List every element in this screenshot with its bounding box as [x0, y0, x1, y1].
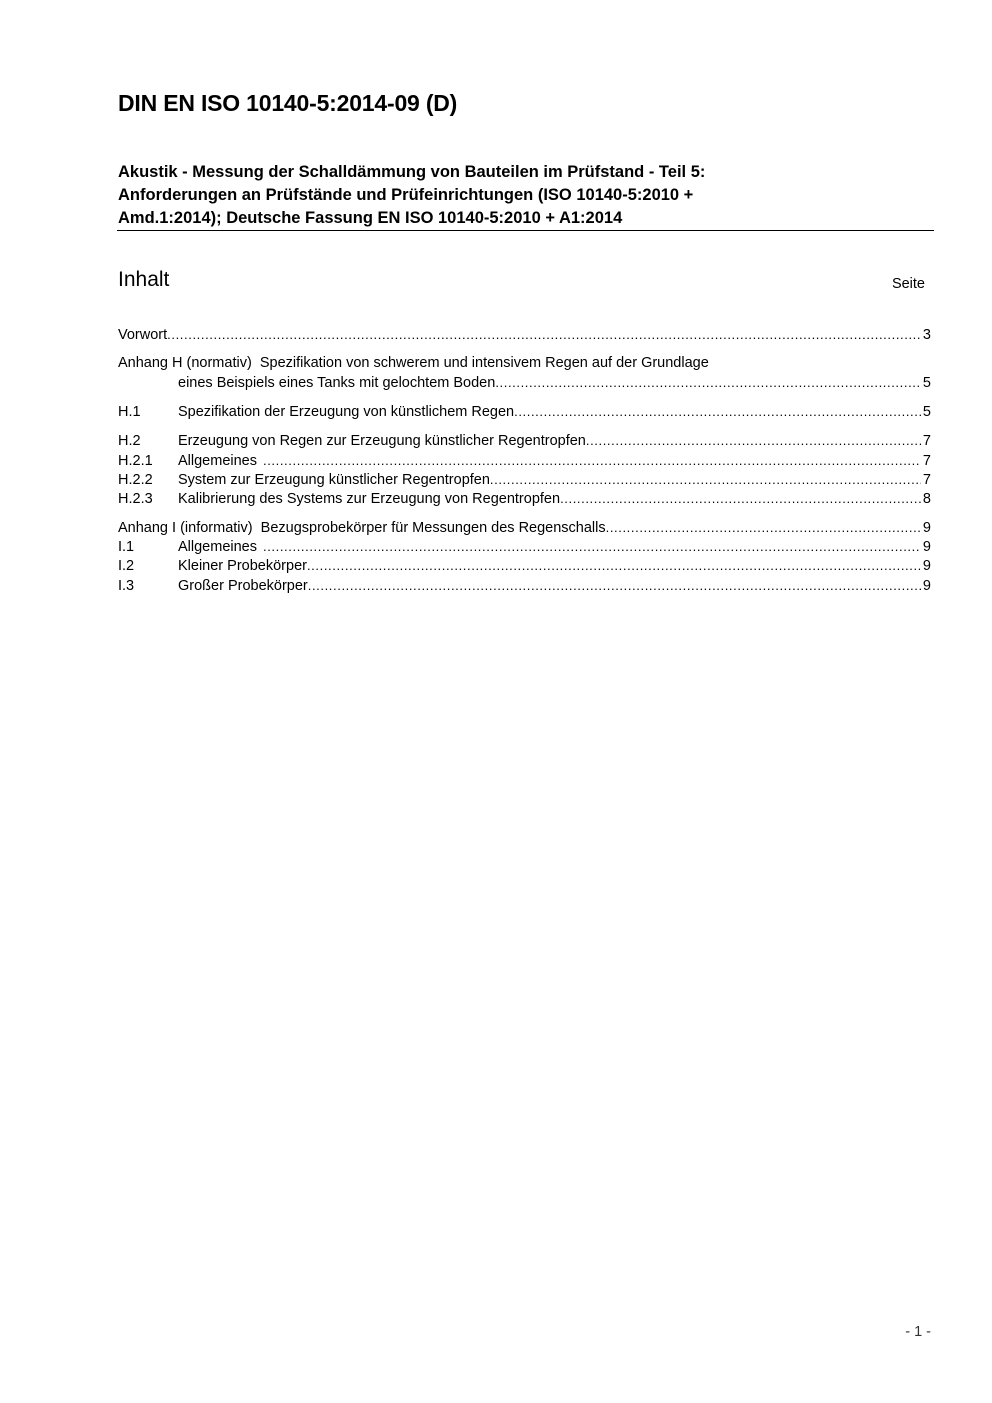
toc-entry-anhang-h-continued[interactable]	[118, 373, 931, 392]
toc-entry-text: Großer Probekörper	[178, 578, 308, 594]
toc-entry-page: 9	[922, 520, 931, 536]
toc-entry-page: 7	[922, 472, 931, 488]
toc-entry-number: H.2.1	[118, 453, 153, 469]
toc-leader	[307, 556, 921, 575]
title-divider	[117, 230, 934, 231]
toc-entry-page: 9	[922, 558, 931, 574]
toc-leader	[263, 537, 921, 556]
toc-entry-text: eines Beispiels eines Tanks mit gelochtem Boden	[178, 375, 496, 391]
toc-entry-text: Vorwort	[118, 327, 168, 343]
toc-entry-page: 7	[922, 433, 931, 449]
toc-entry-h2-3[interactable]	[118, 489, 931, 508]
page-column-label: Seite	[891, 276, 925, 292]
document-title	[118, 161, 878, 230]
toc-entry-number: H.2.2	[118, 472, 153, 488]
toc-leader	[263, 451, 921, 470]
toc-entry-page: 5	[922, 404, 931, 420]
toc-entry-h2[interactable]	[118, 431, 931, 450]
toc-entry-number: I.1	[118, 539, 135, 555]
toc-entry-number: H.2	[118, 433, 141, 449]
toc-leader	[560, 489, 921, 508]
toc-entry-text: Anhang H (normativ) Spezifikation von schwerem und intensivem Regen auf der Grundlage	[118, 355, 709, 371]
toc-entry-h2-1[interactable]	[118, 451, 931, 470]
title-line: Akustik - Messung der Schalldämmung von Bauteilen im Prüfstand - Teil 5:	[118, 163, 706, 181]
toc-entry-text: Allgemeines	[178, 453, 257, 469]
toc-entry-text: Spezifikation der Erzeugung von künstlichem Regen	[178, 404, 515, 420]
toc-entry-page: 7	[922, 453, 931, 469]
toc-entry-number: I.3	[118, 578, 135, 594]
toc-entry-text: Allgemeines	[178, 539, 257, 555]
toc-leader	[606, 518, 921, 537]
toc-entry-h1[interactable]	[118, 402, 931, 421]
toc-entry-page: 5	[922, 375, 931, 391]
toc-entry-h2-2[interactable]	[118, 470, 931, 489]
toc-entry-page: 9	[922, 578, 931, 594]
toc-heading: Inhalt	[118, 268, 170, 291]
toc-entry-page: 8	[922, 491, 931, 507]
toc-entry-text: Erzeugung von Regen zur Erzeugung künstlicher Regentropfen	[178, 433, 586, 449]
title-line: Anforderungen an Prüfstände und Prüfeinrichtungen (ISO 10140-5:2010 +	[118, 186, 694, 204]
toc-entry-anhang-i[interactable]	[118, 518, 931, 537]
toc-leader	[490, 470, 921, 489]
toc-entry-text: Kleiner Probekörper	[178, 558, 307, 574]
toc-entry-anhang-h[interactable]	[118, 354, 931, 373]
toc-leader	[495, 373, 921, 392]
toc-entry-number: H.2.3	[118, 491, 153, 507]
toc-entry-text: Kalibrierung des Systems zur Erzeugung von Regentropfen	[178, 491, 561, 507]
toc-entry-i1[interactable]	[118, 537, 931, 556]
toc-entry-text: System zur Erzeugung künstlicher Regentropfen	[178, 472, 490, 488]
toc-entry-number: I.2	[118, 558, 135, 574]
toc-leader	[514, 402, 921, 421]
page-number: - 1 -	[905, 1324, 931, 1340]
toc-entry-i3[interactable]	[118, 576, 931, 595]
document-id: DIN EN ISO 10140-5:2014-09 (D)	[118, 90, 458, 116]
toc-entry-page: 9	[922, 539, 931, 555]
toc-entry-vorwort[interactable]	[118, 325, 931, 344]
title-line: Amd.1:2014); Deutsche Fassung EN ISO 10140-5:2010 + A1:2014	[118, 209, 623, 227]
toc-leader	[586, 431, 921, 450]
toc-entry-page: 3	[922, 327, 931, 343]
toc-leader	[308, 576, 921, 595]
toc-entry-i2[interactable]	[118, 556, 931, 575]
toc-entry-number: H.1	[118, 404, 141, 420]
toc-entry-text: Anhang I (informativ) Bezugsprobekörper für Messungen des Regenschalls	[118, 520, 606, 536]
toc-leader	[167, 325, 921, 344]
